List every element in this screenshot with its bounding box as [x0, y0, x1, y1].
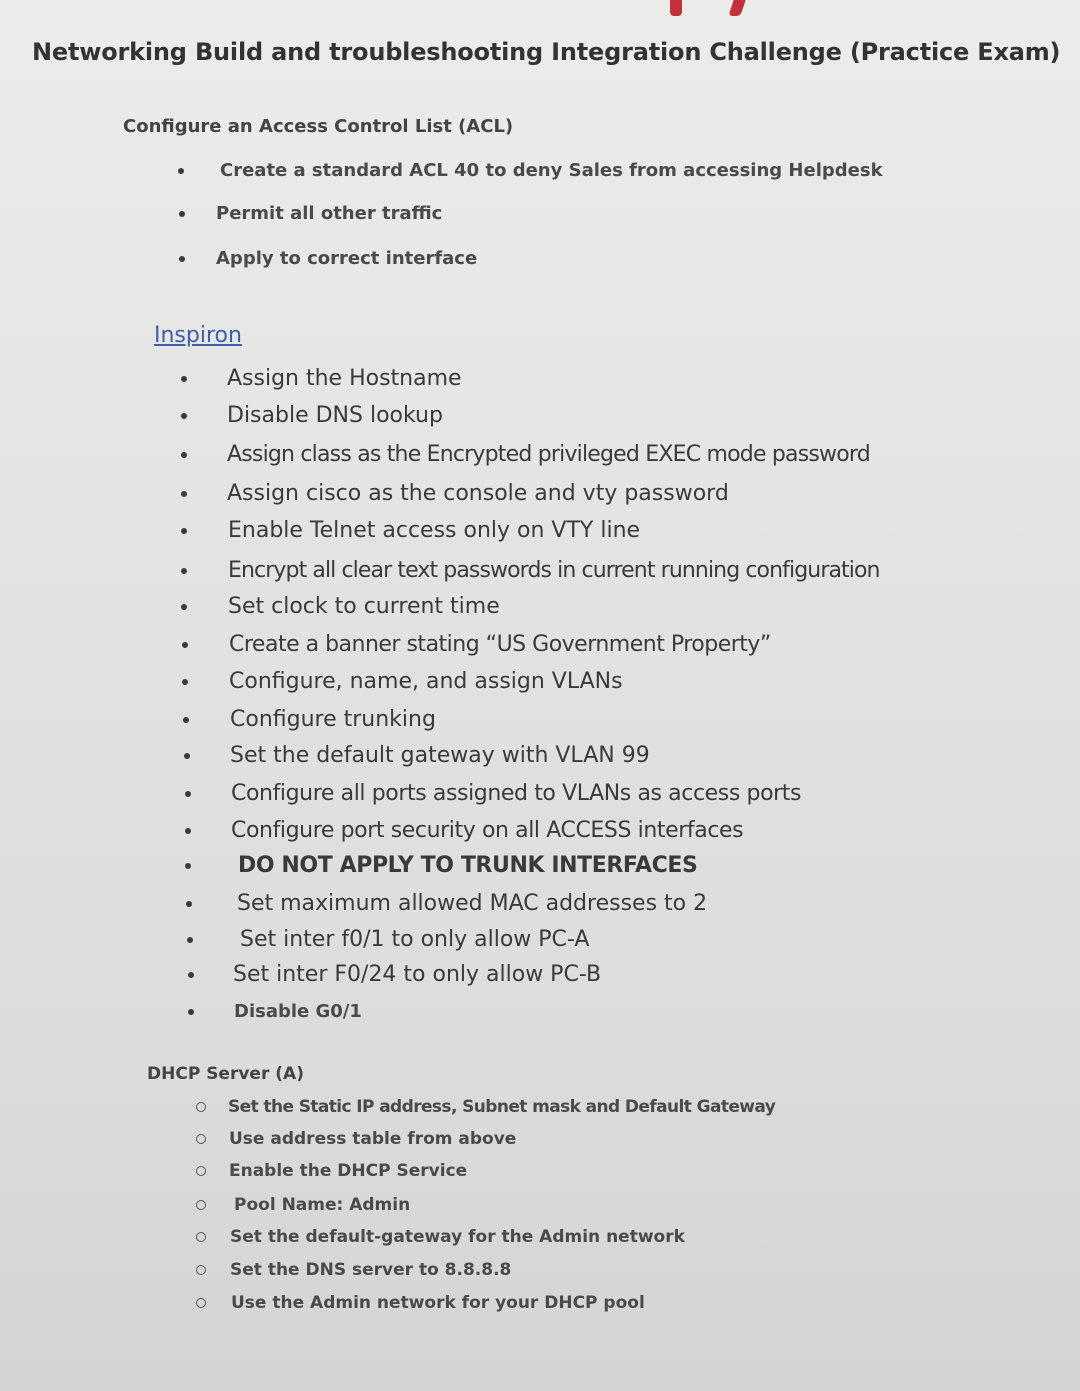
list-item: Disable G0/1 [234, 1001, 362, 1022]
list-item: Set maximum allowed MAC addresses to 2 [237, 891, 707, 916]
list-item: Assign the Hostname [227, 366, 462, 391]
list-item: Assign class as the Encrypted privileged EXEC mode password [227, 442, 870, 467]
list-item: Configure, name, and assign VLANs [229, 669, 623, 694]
list-item: Configure all ports assigned to VLANs as access ports [231, 781, 801, 806]
list-item: Set the Static IP address, Subnet mask and Default Gateway [228, 1097, 775, 1117]
list-item: Set the DNS server to 8.8.8.8 [230, 1260, 511, 1280]
dhcp-heading: DHCP Server (A) [147, 1064, 304, 1084]
list-item: Set the default-gateway for the Admin network [230, 1227, 685, 1247]
list-item: Create a banner stating “US Government Property” [229, 632, 771, 657]
list-item: Pool Name: Admin [234, 1195, 410, 1215]
list-item: Create a standard ACL 40 to deny Sales from accessing Helpdesk [220, 160, 883, 181]
list-item: Encrypt all clear text passwords in current running configuration [228, 558, 880, 583]
list-item: Enable Telnet access only on VTY line [228, 518, 640, 543]
list-item: Enable the DHCP Service [229, 1161, 467, 1181]
list-item: Set clock to current time [228, 594, 500, 619]
list-item: Use address table from above [229, 1129, 516, 1149]
acl-heading: Configure an Access Control List (ACL) [123, 116, 514, 137]
list-item: Use the Admin network for your DHCP pool [231, 1293, 645, 1313]
document-title: Networking Build and troubleshooting Integration Challenge (Practice Exam) [32, 38, 1061, 66]
list-item: Assign cisco as the console and vty password [227, 481, 729, 506]
list-item: Set inter f0/1 to only allow PC-A [240, 927, 589, 952]
list-item: DO NOT APPLY TO TRUNK INTERFACES [238, 853, 697, 878]
list-item: Configure port security on all ACCESS interfaces [231, 818, 743, 843]
list-item: Set inter F0/24 to only allow PC-B [233, 962, 601, 987]
list-item: Set the default gateway with VLAN 99 [230, 743, 650, 768]
list-item: Configure trunking [230, 707, 436, 732]
inspiron-heading[interactable]: Inspiron [154, 323, 242, 348]
list-item: Disable DNS lookup [227, 403, 443, 428]
list-item: Permit all other traffic [216, 203, 442, 224]
list-item: Apply to correct interface [216, 248, 477, 269]
red-corner-mark [660, 0, 760, 18]
